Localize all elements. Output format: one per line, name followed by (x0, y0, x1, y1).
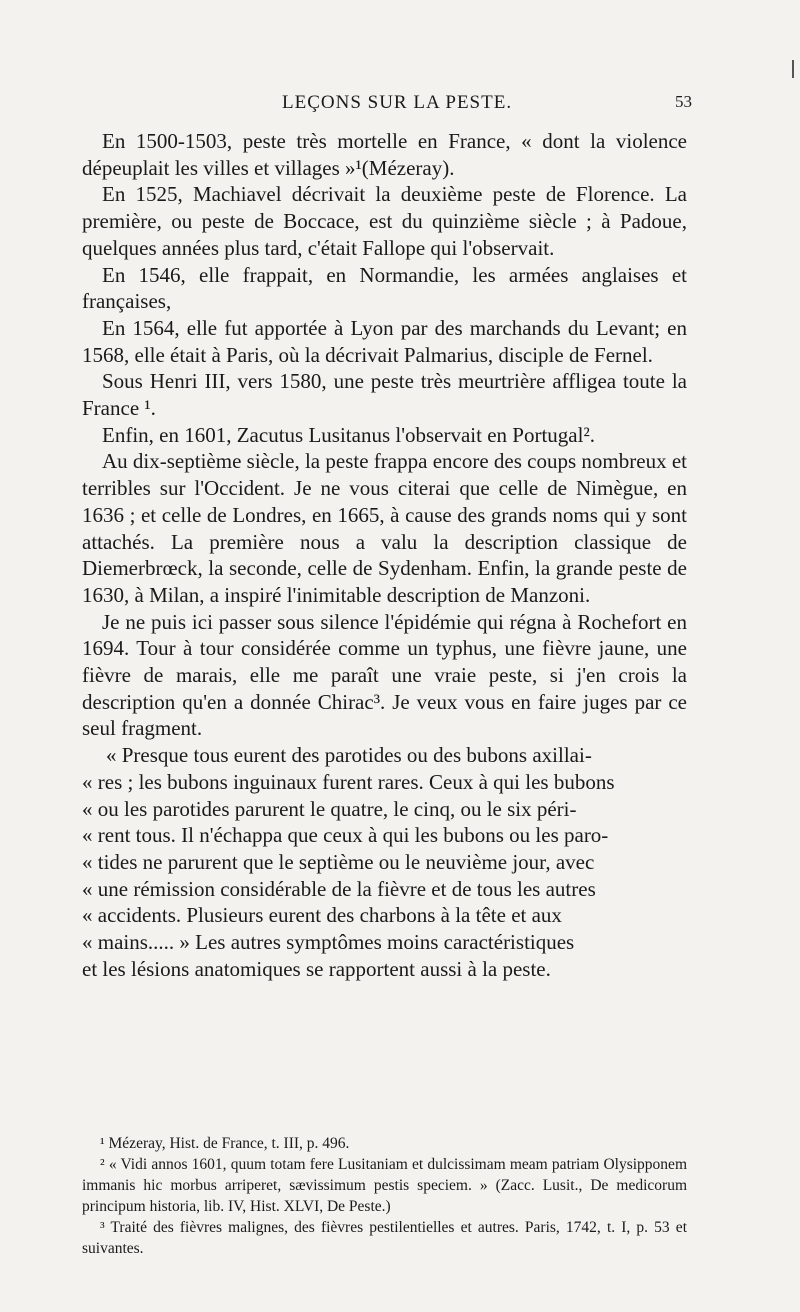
quote-line: « mains..... » Les autres symptômes moins caractéristiques (82, 930, 575, 955)
page-edge-mark (792, 60, 794, 78)
quote-line: « ou les parotides parurent le quatre, le cinq, ou le six péri- (82, 796, 577, 821)
quote-line: « une rémission considérable de la fièvre et de tous les autres (82, 876, 596, 901)
paragraph: Au dix-septième siècle, la peste frappa encore des coups nombreux et terribles sur l'Occident. Je ne vous citerai que celle de Nimègue, en 1636 ; et celle de Londres, en 1665, à cause des grands noms qui y sont attachés. La première nous a valu la description classique de Diemerbrœck, la seconde, celle de Sydenham. Enfin, la grande peste de 1630, à Milan, a inspiré l'inimitable description de Manzoni. (82, 449, 687, 607)
page-header (82, 92, 692, 116)
closing-line: et les lésions anatomiques se rapportent aussi à la peste. (82, 956, 551, 981)
footnotes (82, 1133, 687, 1259)
footnote: ² « Vidi annos 1601, quum totam fere Lusitaniam et dulcissimam meam patriam Olysipponem immanis hic morbus arriperet, sævissimum pestis speciem. » (Zacc. Lusit., De medicorum principum historia, lib. IV, Hist. XLVI, De Peste.) (82, 1156, 687, 1215)
block-quote (82, 742, 687, 956)
quote-line: « accidents. Plusieurs eurent des charbons à la tête et aux (82, 903, 562, 928)
quote-line: « Presque tous eurent des parotides ou des bubons axillai- (106, 743, 592, 768)
paragraph: En 1525, Machiavel décrivait la deuxième peste de Florence. La première, ou peste de Boccace, est du quinzième siècle ; à Padoue, quelques années plus tard, c'était Fallope qui l'observait. (82, 182, 687, 260)
paragraph: En 1564, elle fut apportée à Lyon par des marchands du Levant; en 1568, elle était à Paris, où la décrivait Palmarius, disciple de Fernel. (82, 315, 687, 367)
quote-line: « rent tous. Il n'échappa que ceux à qui les bubons ou les paro- (82, 823, 609, 848)
page-number: 53 (675, 92, 692, 111)
quote-line: « res ; les bubons inguinaux furent rares. Ceux à qui les bubons (82, 769, 615, 794)
footnote: ¹ Mézeray, Hist. de France, t. III, p. 496. (100, 1135, 350, 1152)
paragraph: En 1546, elle frappait, en Normandie, les armées anglaises et françaises, (82, 262, 687, 314)
quote-line: « tides ne parurent que le septième ou le neuvième jour, avec (82, 849, 595, 874)
paragraph: Je ne puis ici passer sous silence l'épidémie qui régna à Rochefort en 1694. Tour à tour considérée comme un typhus, une fièvre jaune, une fièvre de marais, elle me paraît une vraie peste, si j'en crois la description qu'en a donnée Chirac³. Je veux vous en faire juges par ce seul fragment. (82, 609, 687, 741)
paragraph: Sous Henri III, vers 1580, une peste très meurtrière affligea toute la France ¹. (82, 369, 687, 421)
footnote: ³ Traité des fièvres malignes, des fièvres pestilentielles et autres. Paris, 1742, t. I, p. 53 et suivantes. (82, 1219, 687, 1257)
paragraph: En 1500-1503, peste très mortelle en France, « dont la violence dépeuplait les villes et villages »¹(Mézeray). (82, 129, 687, 180)
paragraph: Enfin, en 1601, Zacutus Lusitanus l'observait en Portugal². (102, 422, 595, 447)
running-title: LEÇONS SUR LA PESTE. (282, 92, 513, 113)
body-text (82, 128, 687, 983)
